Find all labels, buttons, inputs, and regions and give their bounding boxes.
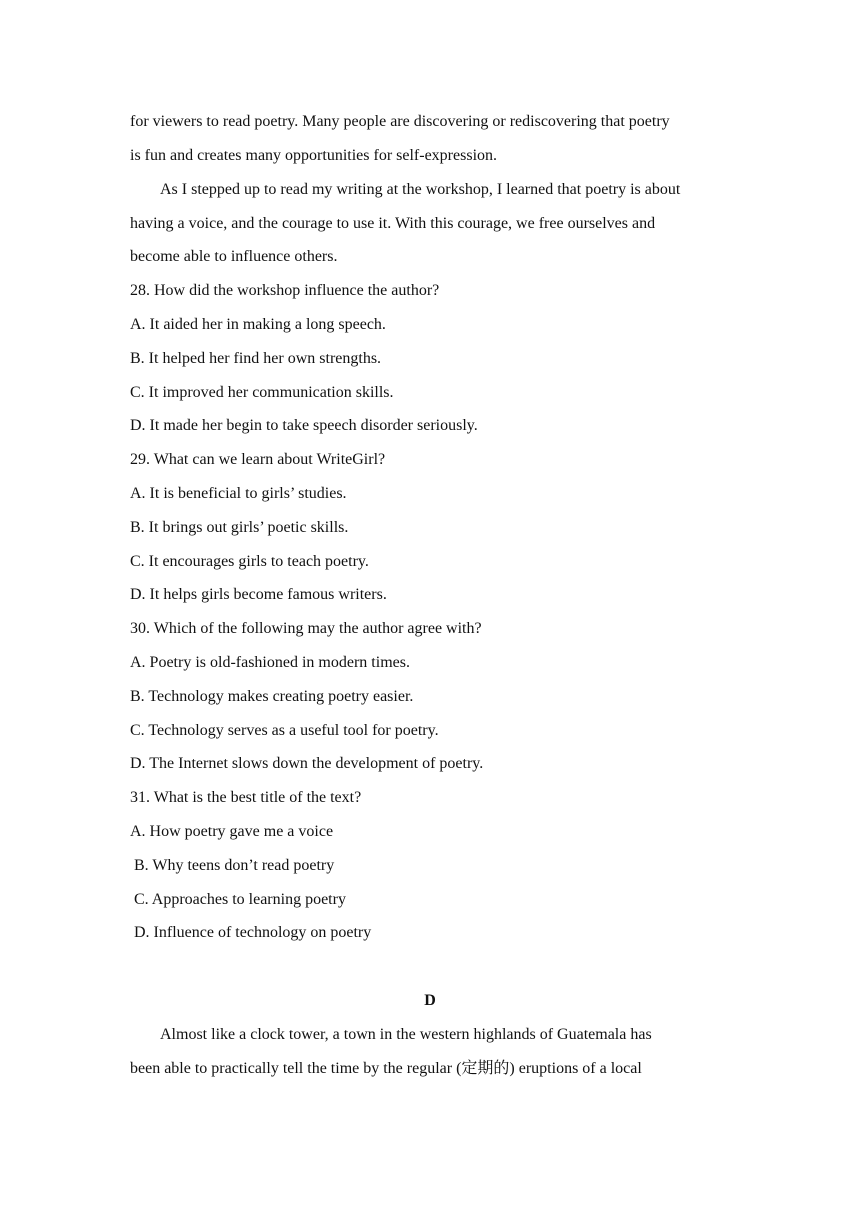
question-30-option-d: D. The Internet slows down the development of poetry. xyxy=(130,755,484,772)
section-d-paragraph-line-2: been able to practically tell the time by the regular (定期的) eruptions of a local xyxy=(130,1060,642,1077)
question-31-option-c: C. Approaches to learning poetry xyxy=(134,891,346,908)
question-29-option-b: B. It brings out girls’ poetic skills. xyxy=(130,519,349,536)
question-29-option-a: A. It is beneficial to girls’ studies. xyxy=(130,485,347,502)
passage-c-paragraph-2-line-2: having a voice, and the courage to use it. With this courage, we free ourselves and xyxy=(130,215,656,232)
question-28-stem: 28. How did the workshop influence the author? xyxy=(130,282,440,299)
section-d-paragraph-line-1: Almost like a clock tower, a town in the western highlands of Guatemala has xyxy=(160,1026,652,1043)
question-31-stem: 31. What is the best title of the text? xyxy=(130,789,362,806)
question-28-option-a: A. It aided her in making a long speech. xyxy=(130,316,386,333)
question-30-option-a: A. Poetry is old-fashioned in modern times. xyxy=(130,654,410,671)
question-30-stem: 30. Which of the following may the author agree with? xyxy=(130,620,482,637)
passage-c-paragraph-2-line-1: As I stepped up to read my writing at the workshop, I learned that poetry is about xyxy=(160,181,681,198)
question-31-option-d: D. Influence of technology on poetry xyxy=(134,924,372,941)
question-28-option-c: C. It improved her communication skills. xyxy=(130,384,394,401)
question-30-option-c: C. Technology serves as a useful tool for poetry. xyxy=(130,722,439,739)
question-29-option-c: C. It encourages girls to teach poetry. xyxy=(130,553,369,570)
section-d-heading: D xyxy=(424,992,436,1009)
question-28-option-d: D. It made her begin to take speech disorder seriously. xyxy=(130,417,478,434)
question-29-stem: 29. What can we learn about WriteGirl? xyxy=(130,451,386,468)
question-31-option-b: B. Why teens don’t read poetry xyxy=(134,857,335,874)
passage-c-paragraph-2-line-3: become able to influence others. xyxy=(130,248,338,265)
question-28-option-b: B. It helped her find her own strengths. xyxy=(130,350,382,367)
passage-c-paragraph-1-line-1: for viewers to read poetry. Many people are discovering or rediscovering that poetry xyxy=(130,113,670,130)
question-30-option-b: B. Technology makes creating poetry easier. xyxy=(130,688,414,705)
passage-c-paragraph-1-line-2: is fun and creates many opportunities for self-expression. xyxy=(130,147,498,164)
question-31-option-a: A. How poetry gave me a voice xyxy=(130,823,334,840)
question-29-option-d: D. It helps girls become famous writers. xyxy=(130,586,387,603)
